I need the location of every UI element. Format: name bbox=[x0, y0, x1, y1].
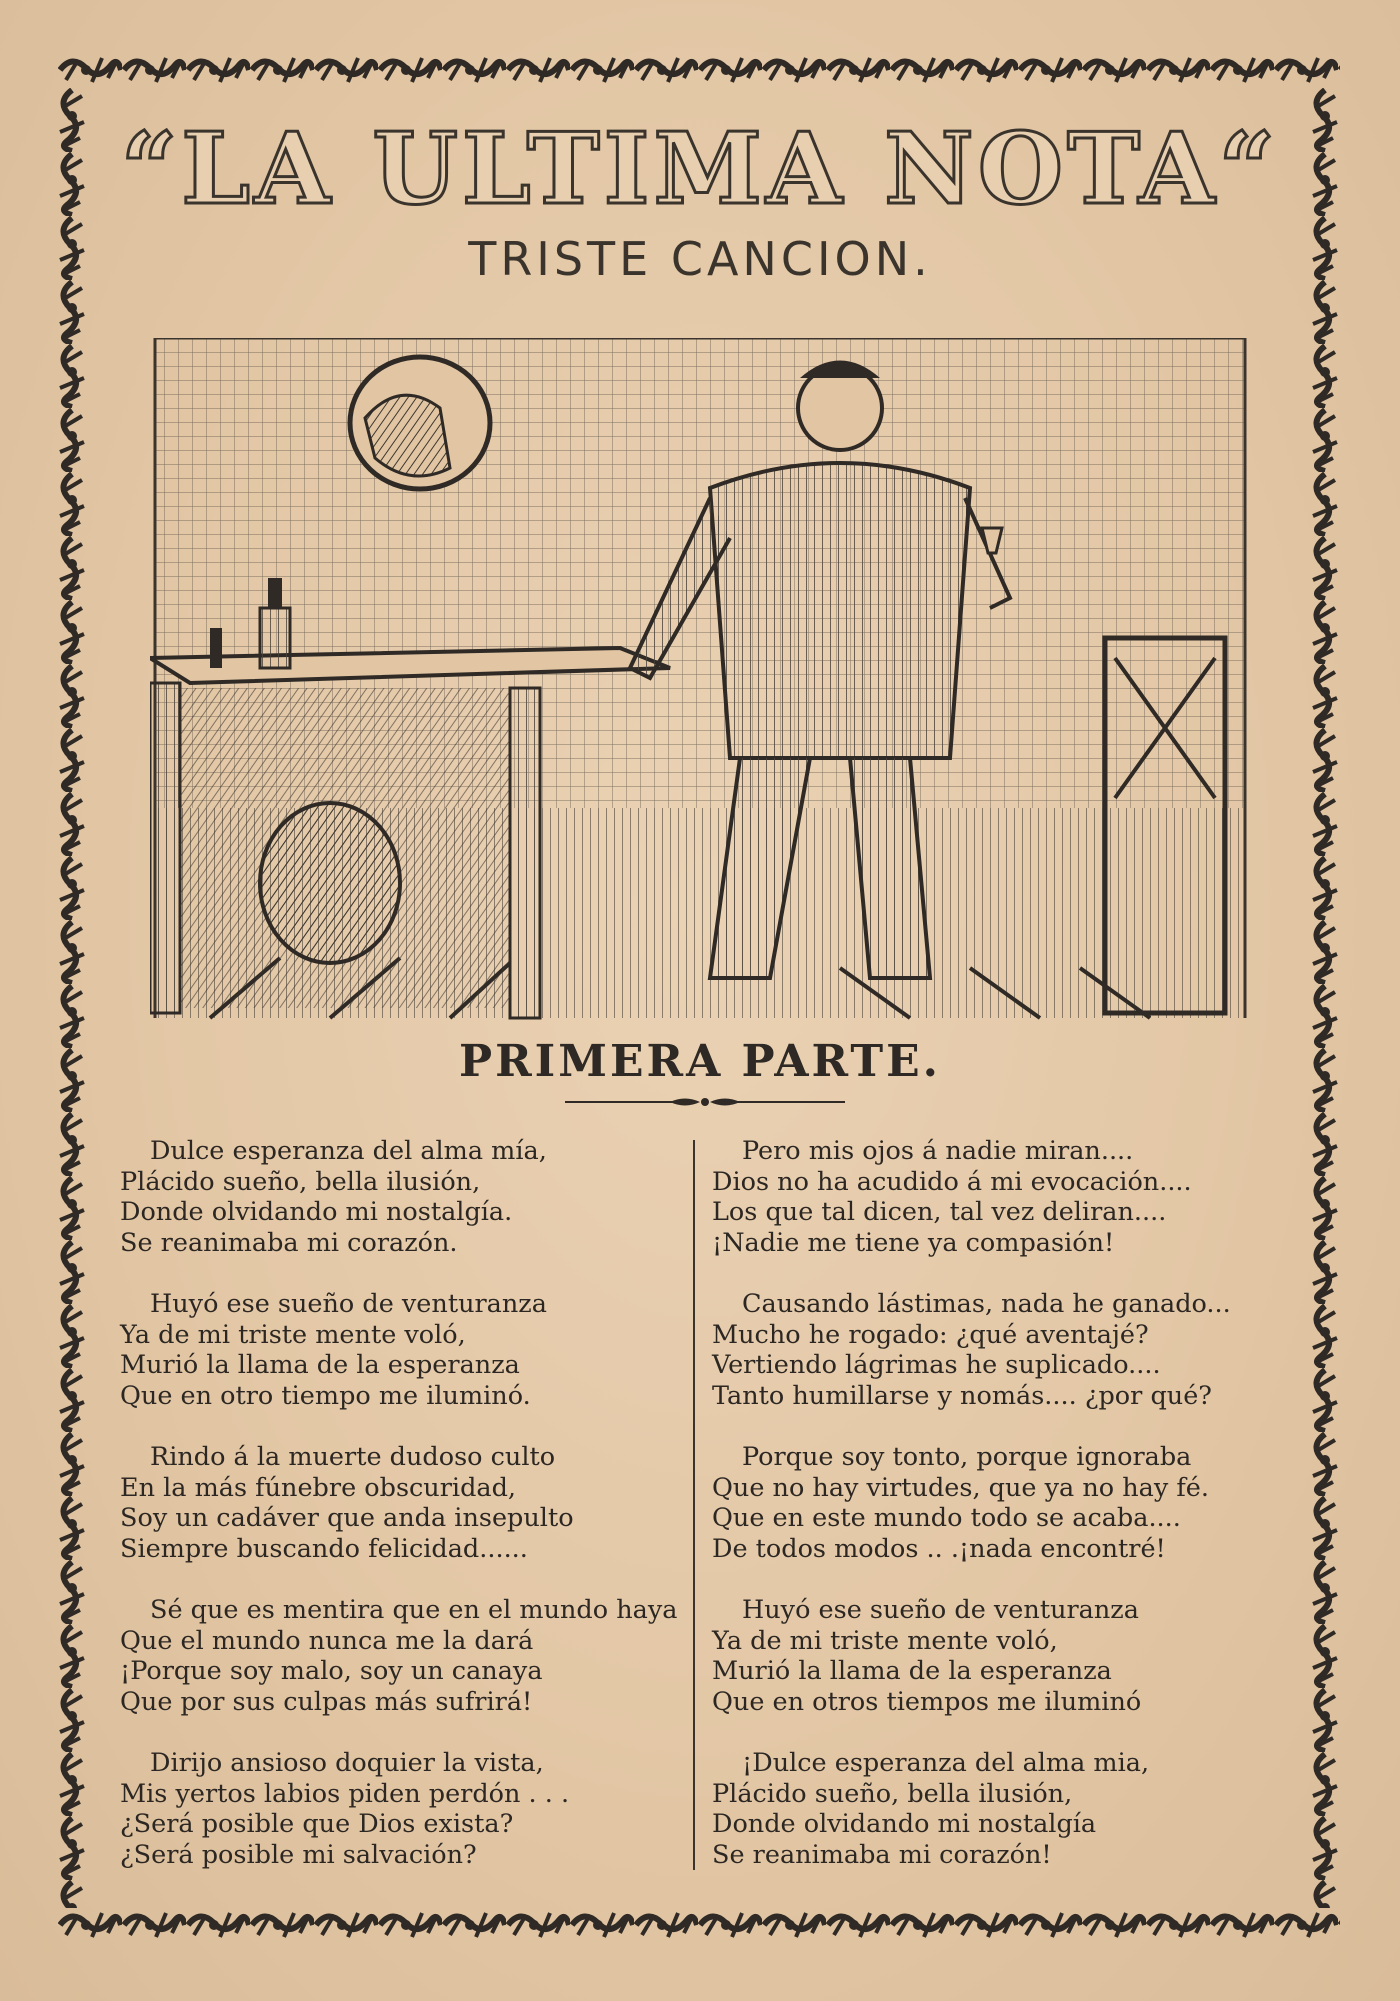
stanza bbox=[120, 1136, 700, 1258]
verse-line: Vertiendo lágrimas he suplicado.... bbox=[712, 1350, 1161, 1380]
section-heading: PRIMERA PARTE. bbox=[459, 1036, 941, 1087]
verse-line: Dios no ha acudido á mi evocación.... bbox=[712, 1166, 1192, 1197]
verse-line: Porque soy tonto, porque ignoraba bbox=[742, 1442, 1192, 1472]
verse-line: Plácido sueño, bella ilusión, bbox=[712, 1778, 1073, 1809]
verse-line: Que no hay virtudes, que ya no hay fé. bbox=[712, 1472, 1209, 1503]
verse-line: ¡Nadie me tiene ya compasión! bbox=[712, 1227, 1115, 1258]
verse-line: Dirijo ansioso doquier la vista, bbox=[150, 1748, 544, 1778]
floral-border-bottom bbox=[58, 1905, 1340, 1945]
stanza bbox=[120, 1748, 700, 1870]
stanza bbox=[712, 1442, 1292, 1564]
floral-border-left bbox=[52, 88, 92, 1908]
verse-line: Que en este mundo todo se acaba.... bbox=[712, 1503, 1181, 1533]
stanza bbox=[120, 1442, 700, 1564]
verse-line: ¿Será posible que Dios exista? bbox=[120, 1809, 514, 1839]
verse-line: Causando lástimas, nada he ganado... bbox=[742, 1289, 1231, 1319]
verse-line: Rindo á la muerte dudoso culto bbox=[150, 1442, 556, 1472]
column-divider bbox=[693, 1140, 695, 1870]
verse-line: Huyó ese sueño de venturanza bbox=[150, 1289, 547, 1319]
verse-line: Que por sus culpas más sufrirá! bbox=[120, 1686, 533, 1717]
verse-line: Siempre buscando felicidad...... bbox=[120, 1533, 528, 1564]
woodcut-man-with-glass-icon bbox=[150, 338, 1250, 1028]
verse-line: Sé que es mentira que en el mundo haya bbox=[150, 1595, 678, 1625]
verse-line: Ya de mi triste mente voló, bbox=[712, 1625, 1058, 1656]
page-title: “LA ULTIMA NOTA“ bbox=[120, 112, 1280, 227]
verse-line: En la más fúnebre obscuridad, bbox=[120, 1472, 517, 1503]
verse-line: ¿Será posible mi salvación? bbox=[120, 1839, 477, 1870]
stanza bbox=[712, 1136, 1292, 1258]
poem-column-right bbox=[712, 1136, 1292, 1901]
divider-ornament-icon bbox=[565, 1092, 845, 1112]
verse-line: Que en otros tiempos me iluminó bbox=[712, 1686, 1142, 1717]
verse-line: Mucho he rogado: ¿qué aventajé? bbox=[712, 1319, 1149, 1350]
verse-line: Ya de mi triste mente voló, bbox=[120, 1319, 466, 1350]
verse-line: Huyó ese sueño de venturanza bbox=[742, 1595, 1139, 1625]
verse-line: De todos modos .. .¡nada encontré! bbox=[712, 1533, 1166, 1564]
verse-line: Tanto humillarse y nomás.... ¿por qué? bbox=[712, 1380, 1212, 1411]
floral-border-top bbox=[58, 50, 1340, 90]
verse-line: Dulce esperanza del alma mía, bbox=[150, 1136, 547, 1166]
verse-line: Se reanimaba mi corazón! bbox=[712, 1839, 1052, 1870]
verse-line: Que el mundo nunca me la dará bbox=[120, 1625, 534, 1656]
page-subtitle: TRISTE CANCION. bbox=[468, 232, 932, 286]
verse-line: Plácido sueño, bella ilusión, bbox=[120, 1166, 481, 1197]
verse-line: Murió la llama de la esperanza bbox=[712, 1656, 1112, 1686]
verse-line: Se reanimaba mi corazón. bbox=[120, 1227, 458, 1258]
verse-line: ¡Dulce esperanza del alma mia, bbox=[742, 1748, 1150, 1778]
verse-line: Murió la llama de la esperanza bbox=[120, 1350, 520, 1380]
stanza bbox=[120, 1289, 700, 1411]
floral-border-right bbox=[1305, 88, 1345, 1908]
verse-line: Mis yertos labios piden perdón . . . bbox=[120, 1778, 570, 1809]
verse-line: Donde olvidando mi nostalgía. bbox=[120, 1197, 513, 1227]
verse-line: Donde olvidando mi nostalgía bbox=[712, 1809, 1097, 1839]
verse-line: Que en otro tiempo me iluminó. bbox=[120, 1380, 531, 1411]
stanza bbox=[712, 1289, 1292, 1411]
verse-line: Pero mis ojos á nadie miran.... bbox=[742, 1136, 1134, 1166]
stanza bbox=[712, 1748, 1292, 1870]
poem-column-left bbox=[120, 1136, 700, 1901]
verse-line: Soy un cadáver que anda insepulto bbox=[120, 1503, 574, 1533]
stanza bbox=[712, 1595, 1292, 1717]
stanza bbox=[120, 1595, 700, 1717]
verse-line: ¡Porque soy malo, soy un canaya bbox=[120, 1656, 543, 1686]
verse-line: Los que tal dicen, tal vez deliran.... bbox=[712, 1197, 1167, 1227]
